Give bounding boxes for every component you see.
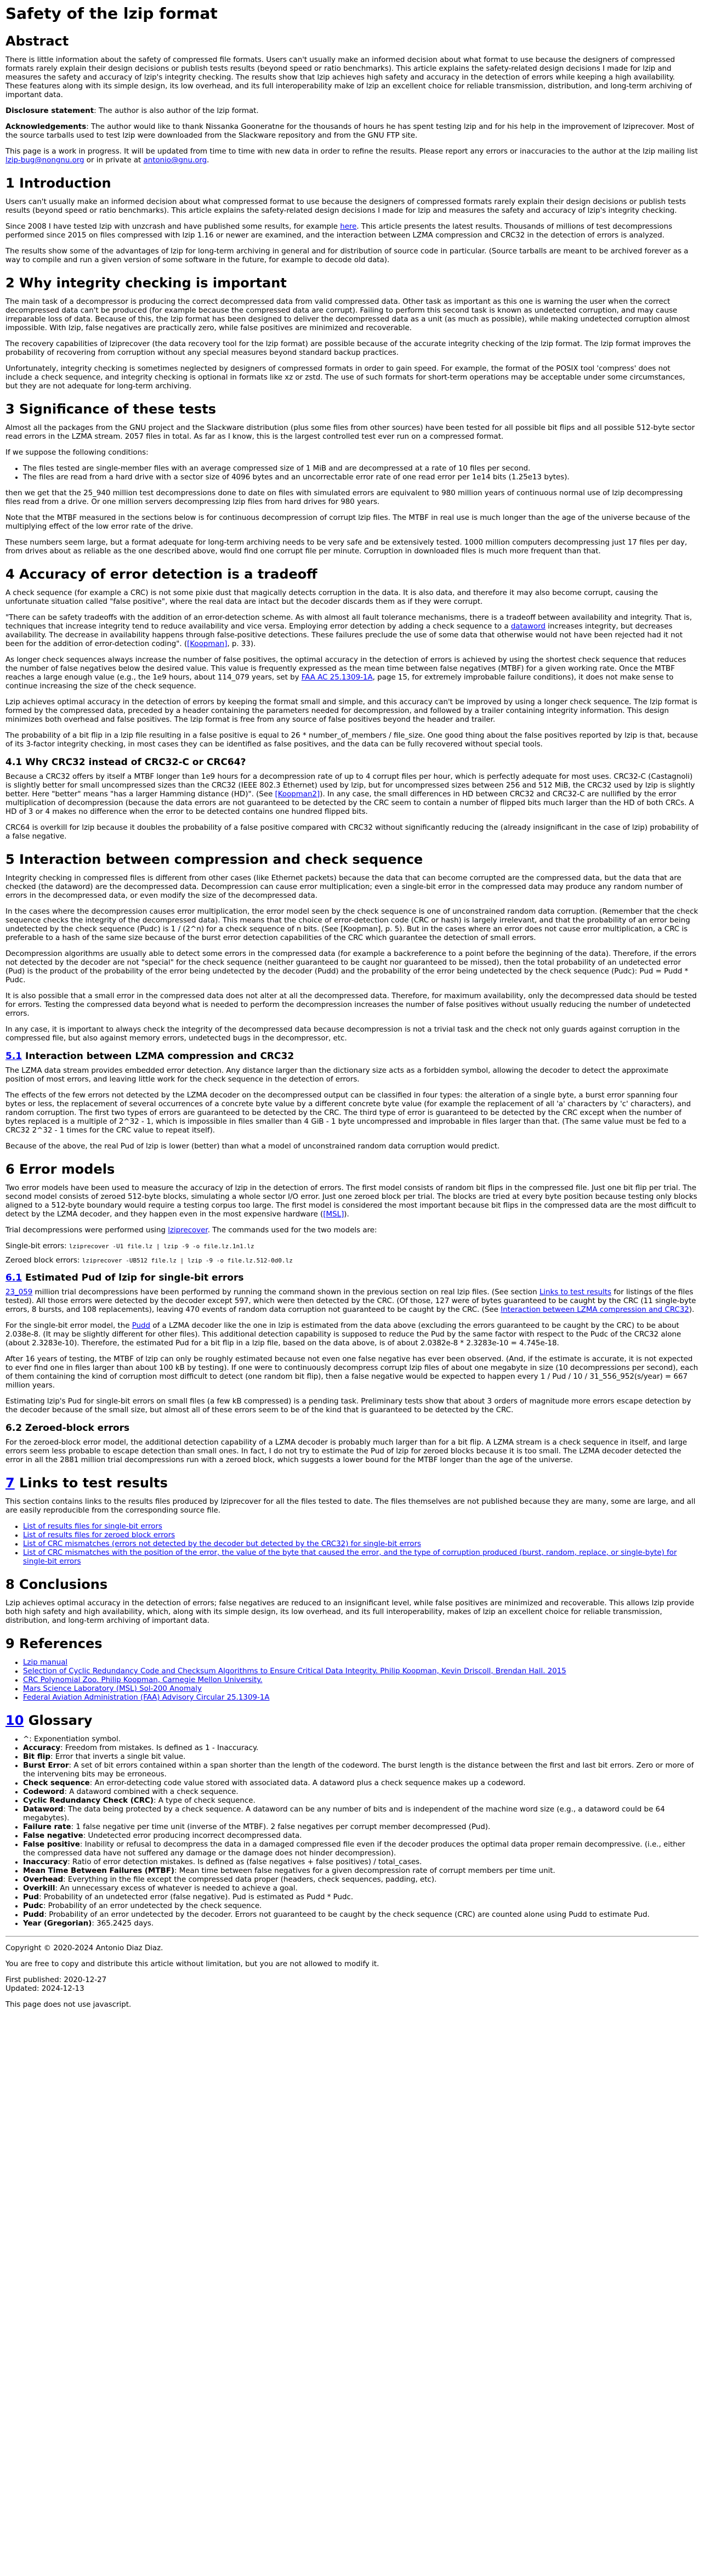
koopman2-link[interactable]: [Koopman2] [275, 790, 320, 799]
glossary-item [23, 1893, 699, 1902]
list-item [23, 1531, 699, 1540]
glossary-definition: : Probability of an error undetected by the check sequence. [43, 1902, 262, 1910]
ack-text: : The author would like to thank Nissanka Gooneratne for the thousands of hours he has spent testing lzip and for his help in the improvement of lziprecover. Most of the source tarballs used to test lzip were downloaded from the Slackware repository and from the GNU FTP site. [5, 123, 694, 140]
reference-link[interactable]: Mars Science Laboratory (MSL) Sol-200 Anomaly [23, 1685, 202, 1693]
list-item [23, 1522, 699, 1531]
glossary-item [23, 1884, 699, 1893]
glossary-definition: ^: Exponentiation symbol. [23, 1735, 121, 1743]
abstract-paragraph: There is little information about the safety of compressed file formats. Users can't usually make an informed decision about what format to use because the designers of compressed formats rarely explain their design decisions or publish tests results (beyond speed or ratio benchmarks). This article explains the safety-related design decisions I made for lzip and measures the safety and accuracy of lzip's integrity checking. The results show that lzip achieves high safety and accuracy in the detection of errors while keeping a high availability. These features along with its simple design, its low overhead, and its full interoperability make of lzip an excellent choice for reliable transmission, distribution, and long-term archiving of important data. [5, 56, 692, 99]
disclosure-text: : The author is also author of the lzip format. [94, 107, 259, 115]
section-5-1-title: Interaction between LZMA compression and CRC32 [22, 1051, 294, 1062]
accuracy-paragraph-1: A check sequence (for example a CRC) is not some pixie dust that magically detects corruption in the data. It is also data, and therefore it may also become corrupt, causing the unfortunate situation called "false positive", where the real data are intact but the decoder discards them as if they were corrupt. [5, 589, 658, 606]
list-item [23, 1676, 699, 1685]
glossary-term: Bit flip [23, 1753, 50, 1761]
lziprecover-link[interactable]: lziprecover [168, 1226, 208, 1235]
section-6-1-title: Estimated Pud of lzip for single-bit errors [22, 1272, 244, 1283]
zeroed-paragraph: For the zeroed-block error model, the additional detection capability of a LZMA decoder is probably much larger than for a bit flip. A LZMA stream is a check sequence in itself, and large errors seem less probable to escape detection than small ones. In fact, I do not try to estimate the Pud of lzip for zeroed blocks because it is too small. The LZMA decoder detected the error in all the 2881 million trial decompressions run with a zeroed block, which suggests a lower bound for the MTBF longer than the age of the universe. [5, 1439, 688, 1464]
interaction-paragraph-4: It is also possible that a small error in the compressed data does not alter at all the decompressed data. Therefore, for maximum availability, only the decompressed data should be tested for errors. Testing the compressed data beyond what is needed to perform the decompression increases the number of false positives without usually reducing the number of undetected errors. [5, 992, 697, 1018]
pudd-text-end: of a LZMA decoder like the one in lzip is estimated from the data above (excluding the errors guaranteed to be caught by the CRC) to be about 2.038e-8. (It may be slightly different for other files). This additional detection capability is supposed to reduce the Pud by the same factor with respect to the Pudc of the CRC32 alone (about 2.3283e-10). Therefore, the estimated Pud for a bit flip in a lzip file, based on the data above, is of about 2.0382e-8 * 2.3283e-10 = 4.745e-18. [5, 1322, 682, 1348]
glossary-definition: : The data being protected by a check sequence. A dataword can be any number of bits and is independent of the machine word size (e.g., a dataword could be 64 megabytes). [23, 1805, 665, 1822]
crc-text: Because a CRC32 offers by itself a MTBF longer than 1e9 hours for a decompression rate of up to 4 corrupt files per hour, which is perfectly adequate for most uses. CRC32-C (Castagnoli) is slightly better for small uncompressed sizes than the CRC32 (IEEE 802.3 Ethernet) used by lzip, but for uncompressed sizes between 256 and 512 MiB, the CRC32 used by lzip is slightly better. Here "better" means "has a larger Hamming distance (HD)". (See [5, 773, 695, 799]
models-paragraph-2 [5, 1226, 699, 1235]
links-to-results-link[interactable]: Links to test results [539, 1288, 612, 1297]
glossary-item [23, 1744, 699, 1753]
accuracy-paragraph-5: The probability of a bit flip in a lzip file resulting in a false positive is equal to 26 * number_of_members / file_size. One good thing about the false positives reported by lzip is that, because of its 3-factor integrity checking, in most cases they can be identified as false positives, and the data can be fully recovered without special tools. [5, 732, 698, 749]
links-paragraph: This section contains links to the results files produced by lziprecover for all the files tested to date. The files themselves are not published because they are many, some are large, and all are easily reproducible from the corresponding source file. [5, 1498, 696, 1515]
section-7-title: Links to test results [14, 1475, 168, 1491]
copyright: Copyright © 2020-2024 Antonio Diaz Diaz. [5, 1944, 163, 1952]
list-item [23, 1667, 699, 1676]
glossary-term: Accuracy [23, 1744, 61, 1752]
heading-abstract: Abstract [5, 33, 69, 49]
references-list [5, 1658, 699, 1702]
license: You are free to copy and distribute this article without limitation, but you are not allowed to modify it. [5, 1960, 379, 1968]
msl-link[interactable]: [MSL] [323, 1210, 344, 1219]
heading-introduction: 1 Introduction [5, 175, 111, 191]
accuracy-paragraph-4: Lzip achieves optimal accuracy in the detection of errors by keeping the format small and simple, and this accuracy can't be improved by using a longer check sequence. The lzip format is formed by the compressed data, preceded by a header containing the parameters needed for decompression, and followed by a trailer containing integrity information. This design minimizes both overhead and false positives. The lzip format is free from any source of false positives beyond the header and trailer. [5, 698, 697, 724]
pudd-link[interactable]: Pudd [132, 1322, 151, 1330]
glossary-item [23, 1788, 699, 1797]
intro-text-end: . This article presents the latest results. Thousands of millions of test decompressions performed since 2015 on files compressed with lzip 1.16 or newer are examined, and the interaction between LZMA compression and CRC32 in the detection of errors is analyzed. [5, 223, 672, 240]
glossary-term: Mean Time Between Failures (MTBF) [23, 1867, 174, 1875]
conditions-list [5, 465, 699, 482]
command-code: lziprecover -UB512 file.lz | lzip -9 -o file.lz.512-0d0.lz [82, 1257, 293, 1264]
dataword-link[interactable]: dataword [510, 622, 546, 631]
quote-text-mid: increases integrity, but decreases availability. The decrease in availability happens through false-positive detections. These failures preclude the use of some data that otherwise would not have been rejected had it not been for the addition of error-detection coding". ( [5, 622, 683, 648]
intro-paragraph-2 [5, 223, 699, 240]
glossary-term: Check sequence [23, 1779, 90, 1787]
list-item [23, 1694, 699, 1702]
disclosure-label: Disclosure statement [5, 107, 94, 115]
koopman-link[interactable]: [Koopman] [187, 640, 228, 648]
results-link[interactable]: List of results files for zeroed block errors [23, 1531, 175, 1539]
glossary-definition: : An error-detecting code value stored with associated data. A dataword plus a check sequence makes up a codeword. [89, 1779, 526, 1787]
glossary-item [23, 1841, 699, 1858]
glossary-definition: : Mean time between false negatives for a given decompression rate of corrupt members per time unit. [174, 1867, 555, 1875]
disclosure-paragraph [5, 107, 699, 116]
glossary-definition: : A dataword combined with a check sequence. [64, 1788, 239, 1796]
trial-text-end: . The commands used for the two models are: [207, 1226, 377, 1235]
glossary-definition: : Ratio of error detection mistakes. Is defined as (false negatives + false positives) / total_cases. [67, 1858, 422, 1866]
update-text-end: . [207, 156, 209, 165]
glossary-term: Pudd [23, 1911, 44, 1919]
glossary-definition: : An unnecessary excess of whatever is needed to achieve a goal. [55, 1884, 298, 1893]
models-text-end: ). [344, 1210, 349, 1219]
glossary-item [23, 1832, 699, 1841]
section-6-1-link[interactable]: 6.1 [5, 1272, 22, 1283]
pud-text: million trial decompressions have been performed by running the command shown in the previous section on real lzip files. (See section [32, 1288, 540, 1297]
heading-conclusions: 8 Conclusions [5, 1577, 108, 1592]
interaction-paragraph-2: In the cases where the decompression causes error multiplication, the error model seen by the check sequence is one of unconstrained random data corruption. (Remember that the check sequence checks the integrity of the decompressed data). This means that the choice of error-detection code (CRC or hash) is largely irrelevant, and that the probability of an error being undetected by the check sequence (Pudc) is 1 / (2^n) for a check sequence of n bits. (See [Koopman], p. 5). But in the cases where an error does not cause error multiplication, a CRC is preferable to a hash of the same size because of the burst error detection capabilities of the CRC which guarantee the detection of small errors. [5, 908, 699, 942]
no-javascript-note: This page does not use javascript. [5, 2001, 132, 2009]
glossary-term: Pud [23, 1893, 39, 1901]
glossary-definition: : Probability of an undetected error (false negative). Pud is estimated as Pudd * Pudc. [38, 1893, 354, 1901]
acknowledgements-paragraph [5, 123, 699, 140]
glossary-term: Codeword [23, 1788, 65, 1796]
glossary-definition: : Error that inverts a single bit value. [50, 1753, 186, 1761]
update-text-mid: or in private at [84, 156, 144, 165]
models-paragraph-1 [5, 1184, 699, 1219]
glossary-term: Pudc [23, 1902, 43, 1910]
list-item [23, 1549, 699, 1566]
glossary-definition: : Undetected error producing incorrect decompressed data. [83, 1832, 302, 1840]
glossary-item [23, 1762, 699, 1779]
heading-accuracy: 4 Accuracy of error detection is a tradeoff [5, 567, 317, 582]
heading-why-crc32: 4.1 Why CRC32 instead of CRC32-C or CRC64? [5, 757, 246, 768]
lzma-paragraph-2: The effects of the few errors not detected by the LZMA decoder on the decompressed output can be classified in four types: the alteration of a single byte, a burst error spanning four bytes or less, the replacement of several occurrences of a concrete byte value by a different concrete byte value (for example the replacement of all 'a' characters by 'c' characters), and random corruption. The first two types of errors are guaranteed to be detected by the CRC. The third type of error is guaranteed to be detected by the CRC except when the number of bytes replaced is a multiple of 2^32 - 1, which is impossible in files smaller than 4 GiB - 1 byte uncompressed and improbable in files larger than that. (The same value must be fed to a CRC32 2^32 - 1 times for the CRC value to repeat itself). [5, 1091, 691, 1135]
significance-paragraph-2: If we suppose the following conditions: [5, 449, 149, 457]
command-code: lziprecover -U1 file.lz | lzip -9 -o file.lz.1n1.lz [69, 1243, 254, 1250]
results-link[interactable]: List of CRC mismatches (errors not detected by the decoder but detected by the CRC32) for single-bit errors [23, 1540, 421, 1548]
footer-divider [5, 1936, 699, 1937]
glossary-definition: : Everything in the file except the compressed data proper (headers, check sequences, padding, etc). [63, 1876, 437, 1884]
glossary-term: Cyclic Redundancy Check (CRC) [23, 1797, 154, 1805]
heading-lzma-crc32 [5, 1050, 699, 1062]
glossary-term: Burst Error [23, 1762, 69, 1770]
accuracy-paragraph-3 [5, 656, 699, 691]
glossary-definition: : 1 false negative per time unit (inverse of the MTBF). 2 false negatives per corrupt member decompressed (Pud). [71, 1823, 491, 1831]
reference-link[interactable]: CRC Polynomial Zoo. Philip Koopman, Carnegie Mellon University. [23, 1676, 263, 1684]
results-link[interactable]: List of results files for single-bit errors [23, 1522, 162, 1531]
glossary-definition: : Inability or refusal to decompress the data in a damaged compressed file even if the decoder produces the optimal data proper remain decompressive. (i.e., either the compressed data have not suffered any damage or the damage does not hinder decompression). [23, 1841, 685, 1858]
heading-links-results [5, 1475, 699, 1491]
integrity-paragraph-1: The main task of a decompressor is producing the correct decompressed data from valid compressed data. Other task as important as this one is warning the user when the correct decompressed data can't be produced (for example because the compressed data are corrupt). Failing to perform this second task is known as undetected corruption, and may cause irreparable loss of data. Because of this, the lzip format has been designed to deliver the decompressed data as a unit (as much as possible), while making undetected corruption almost impossible. With lzip, false negatives are practically zero, while false positives are minimized and recoverable. [5, 298, 690, 332]
first-published: First published: 2020-12-27 [5, 1976, 107, 1984]
list-item [23, 1540, 699, 1549]
heading-error-models: 6 Error models [5, 1162, 115, 1177]
ack-label: Acknowledgements [5, 123, 87, 131]
glossary-term: Overkill [23, 1884, 55, 1893]
command-single-bit [5, 1242, 699, 1251]
section-7-link[interactable]: 7 [5, 1475, 15, 1491]
here-link[interactable]: here [340, 223, 357, 231]
list-item: • The files tested are single-member files with an average compressed size of 1 MiB and are decompressed at a rate of 10 files per second. [23, 465, 699, 473]
intro-paragraph-3: The results show some of the advantages of lzip for long-term archiving in general and for distribution of source code in particular. (Source tarballs are meant to be archived forever as a way to compile and run a given version of some software in the future, for example to decode old data). [5, 247, 689, 264]
list-item [23, 1658, 699, 1667]
interaction-section-link[interactable]: Interaction between LZMA compression and CRC32 [501, 1306, 689, 1314]
intro-paragraph-1: Users can't usually make an informed decision about what compressed format to use because the designers of compressed formats rarely explain their design decisions or publish tests results (beyond speed or ratio benchmarks). This article explains the safety-related design decisions I made for lzip and measures the safety and accuracy of lzip's integrity checking. [5, 198, 686, 215]
glossary-term: Inaccuracy [23, 1858, 68, 1866]
models-text: Two error models have been used to measure the accuracy of lzip in the detection of errors. The first model consists of random bit flips in the compressed file. Just one bit flip per trial. The second model consists of zeroed 512-byte blocks, simulating a whole sector I/O error. Just one zeroed block per trial. The blocks are tried at every byte position because testing only blocks aligned to a 512-byte boundary would require a testing corpus too large. The first model is considered the most important because bit flips in the compressed data are the most difficult to detect by the LZMA decoder, and they happen even in the most expensive hardware ( [5, 1184, 697, 1219]
intro-text: Since 2008 I have tested lzip with unzcrash and have published some results, for example [5, 223, 340, 231]
glossary-item [23, 1858, 699, 1867]
heading-pud-single-bit [5, 1272, 699, 1284]
glossary-item [23, 1920, 699, 1928]
reference-link[interactable]: Federal Aviation Administration (FAA) Advisory Circular 25.1309-1A [23, 1694, 270, 1702]
quote-text-end: , p. 33). [227, 640, 256, 648]
command-zeroed-block [5, 1256, 699, 1265]
reference-link[interactable]: Lzip manual [23, 1658, 68, 1667]
quote-text: "There can be safety tradeoffs with the addition of an error-detection scheme. As with almost all fault tolerance mechanisms, there is a tradeoff between availability and integrity. That is, techniques that increase integrity tend to reduce availability and vice versa. Employing error detection by adding a check sequence to a [5, 614, 692, 631]
interaction-paragraph-1: Integrity checking in compressed files is different from other cases (like Ethernet packets) because the data that can become corrupted are the compressed data, but the data that are checked (the dataword) are the decompressed data. Decompression can cause error multiplication; even a single-bit error in the compressed data may produce any random number of errors in the decompressed data, or even modify the size of the decompressed data. [5, 874, 683, 900]
significance-paragraph-1: Almost all the packages from the GNU project and the Slackware distribution (plus some files from other sources) have been tested for all possible bit flips and all possible 512-byte sector read errors in the LZMA stream. 2057 files in total. As far as I know, this is the largest controlled test ever run on a compressed format. [5, 424, 695, 441]
heading-references: 9 References [5, 1636, 103, 1651]
integrity-paragraph-3: Unfortunately, integrity checking is sometimes neglected by designers of compressed formats in order to gain speed. For example, the format of the POSIX tool 'compress' does not include a check sequence, and integrity checking is optional in formats like xz or zstd. The use of such formats for short-term operations may be acceptable under some circumstances, but they are not adequate for long-term archiving. [5, 365, 685, 390]
glossary-term: False positive [23, 1841, 80, 1849]
glossary-item [23, 1805, 699, 1823]
glossary-item [23, 1753, 699, 1762]
glossary-definition: : Probability of an error undetected by the decoder. Errors not guaranteed to be caught by the check sequence (CRC) are counted alone using Pudd to estimate Pud. [44, 1911, 650, 1919]
heading-zeroed-block: 6.2 Zeroed-block errors [5, 1423, 130, 1434]
list-item [23, 1685, 699, 1694]
heading-significance: 3 Significance of these tests [5, 401, 217, 417]
faa-link[interactable]: FAA AC 25.1309-1A [301, 673, 373, 682]
heading-why-integrity: 2 Why integrity checking is important [5, 275, 287, 291]
glossary-item [23, 1876, 699, 1884]
glossary-term: False negative [23, 1832, 83, 1840]
pud-text-end: ). [689, 1306, 695, 1314]
section-10-title: Glossary [24, 1713, 93, 1728]
integrity-paragraph-2: The recovery capabilities of lziprecover (the data recovery tool for the lzip format) are possible because of the accurate integrity checking of the lzip format. The lzip format improves the probability of recovering from corruption without any special measures beyond standard backup practices. [5, 340, 691, 357]
significance-paragraph-5: These numbers seem large, but a format adequate for long-term archiving needs to be very safe and be extensively tested. 1000 million computers decompressing just 17 files per day, from drives about as reliable as the one described above, would find one corrupt file per minute. Corruption in downloaded files is much more frequent than that. [5, 539, 688, 556]
update-text: This page is a work in progress. It will be updated from time to time with new data in order to refine the results. Please report any errors or inaccuracies to the author at the lzip mailing list [5, 148, 698, 156]
glossary-definition: : A type of check sequence. [153, 1797, 256, 1805]
heading-glossary [5, 1712, 699, 1729]
interaction-paragraph-3: Decompression algorithms are usually able to detect some errors in the compressed data (for example a backreference to a point before the beginning of the data). Therefore, if the errors not detected by the decoder are not "special" for the check sequence (neither guaranteed to be caught nor guaranteed to be missed), then the total probability of an undetected error (Pud) is the product of the probability of the error being undetected by the decoder (Pudd) and the probability of the error being undetected by the check sequence (Pudc): Pud = Pudd * Pudc. [5, 950, 697, 984]
crc32-paragraph-1 [5, 773, 699, 817]
glossary-definition: : A set of bit errors contained within a span shorter than the length of the codeword. The burst length is the distance between the first and last bit errors. Zero or more of the intervening bits may be erroneous. [23, 1762, 694, 1779]
mailing-list-link[interactable]: lzip-bug@nongnu.org [5, 156, 84, 165]
page-title: Safety of the lzip format [5, 4, 218, 22]
pud-paragraph-4: Estimating lzip's Pud for single-bit errors on small files (a few kB compressed) is a pending task. Preliminary tests show that about 3 orders of magnitude more errors escape detection by the decoder because of the small size, but almost all of these errors seem to be of the kind that is guaranteed to be detected by the CRC. [5, 1397, 691, 1414]
author-email-link[interactable]: antonio@gnu.org [143, 156, 207, 165]
glossary-term: Dataword [23, 1805, 64, 1814]
results-links-list [5, 1522, 699, 1566]
glossary-item [23, 1797, 699, 1805]
significance-paragraph-4: Note that the MTBF measured in the sections below is for continuous decompression of corrupt lzip files. The MTBF in real use is much longer than the age of the universe because of the multiplying effect of the low error rate of the drive. [5, 514, 690, 531]
results-link[interactable]: List of CRC mismatches with the position of the error, the value of the byte that caused the error, and the type of corruption produced (burst, random, replace, or single-byte) for single-bit errors [23, 1549, 677, 1566]
lzma-paragraph-3: Because of the above, the real Pud of lzip is lower (better) than what a model of unconstrained random data corruption would predict. [5, 1142, 500, 1151]
pudd-text: For the single-bit error model, the [5, 1322, 132, 1330]
command-label: Zeroed block errors: [5, 1256, 82, 1265]
accuracy-paragraph-2 [5, 614, 699, 649]
pud-paragraph-2 [5, 1322, 699, 1348]
reference-link[interactable]: Selection of Cyclic Redundancy Code and Checksum Algorithms to Ensure Critical Data Integrity. Philip Koopman, Kevin Driscoll, Brendan Hall. 2015 [23, 1667, 566, 1675]
pud-text-mid: for listings of the files tested). All those errors were detected by the decoder except 597, which were then detected by the CRC. (Of those, 127 were of bytes guaranteed to be caught by the CRC (11 single-byte errors, 8 bursts, and 108 replacements), leaving 470 events of random data corruption not guaranteed to be caught by the CRC. (See [5, 1288, 696, 1314]
glossary-list [5, 1735, 699, 1928]
interaction-paragraph-5: In any case, it is important to always check the integrity of the decompressed data because decompression is not a trivial task and the check not only guards against corruption in the compressed file, but also against memory errors, undetected bugs in the decompressor, etc. [5, 1026, 680, 1043]
glossary-item [23, 1779, 699, 1788]
conclusions-paragraph: Lzip achieves optimal accuracy in the detection of errors; false negatives are reduced to an insignificant level, while false positives are minimized and recoverable. This allows lzip provide both high safety and high availability, which, along with its simple design, its low overhead, and its full interoperability, makes of lzip an excellent choice for reliable transmission, distribution, and long-term archiving of important data. [5, 1599, 695, 1625]
trial-text: Trial decompressions were performed using [5, 1226, 168, 1235]
updated-date: Updated: 2024-12-13 [5, 1985, 84, 1993]
glossary-term: Overhead [23, 1876, 64, 1884]
section-5-1-link[interactable]: 5.1 [5, 1051, 22, 1062]
pud-paragraph-1 [5, 1288, 699, 1315]
pud-paragraph-3: After 16 years of testing, the MTBF of lzip can only be roughly estimated because not even one false negative has ever been observed. (And, if the estimate is accurate, it is not expected to ever find one in files larger than about 100 kB by testing). If one were to continuously decompress corrupt lzip files of about one megabyte in size (10 decompressions per second), each of them containing the kind of corruption most difficult to detect (one random bit flip), then a false negative would be expected to happen every 1 / Pud / 10 / 31_556_952(s/year) = 667 million years. [5, 1355, 699, 1390]
list-item: • The files are read from a hard drive with a sector size of 4096 bytes and an uncorrectable error rate of one read error per 1e14 bits (1.25e13 bytes). [23, 473, 699, 482]
heading-interaction: 5 Interaction between compression and check sequence [5, 852, 423, 867]
glossary-item [23, 1911, 699, 1920]
glossary-definition: : Freedom from mistakes. Is defined as 1 - Inaccuracy. [60, 1744, 259, 1752]
glossary-definition: : 365.2425 days. [92, 1920, 154, 1928]
crc32-paragraph-2: CRC64 is overkill for lzip because it doubles the probability of a false positive compared with CRC32 without significantly reducing the (already insignificant in the case of lzip) probability of a false negative. [5, 824, 699, 841]
glossary-item [23, 1735, 699, 1744]
command-label: Single-bit errors: [5, 1242, 69, 1250]
glossary-item [23, 1902, 699, 1911]
glossary-term: Year (Gregorian) [23, 1920, 92, 1928]
glossary-term: Failure rate [23, 1823, 71, 1831]
lzma-paragraph-1: The LZMA data stream provides embedded error detection. Any distance larger than the dictionary size acts as a forbidden symbol, allowing the decoder to detect the approximate position of most errors, and leaving little work for the check sequence in the detection of errors. [5, 1067, 668, 1084]
accuracy-text: As longer check sequences always increase the number of false positives, the optimal accuracy in the detection of errors is achieved by using the shortest check sequence that reduces the number of false negatives below the desired value. This value is frequently expressed as the mean time between false negatives (MTBF) for a given working rate. Once the MTBF reaches a large enough value (e.g., the 1e9 hours, about 114_079 years, set by [5, 656, 686, 682]
glossary-item [23, 1867, 699, 1876]
trials-count-link[interactable]: 23_059 [5, 1288, 33, 1297]
significance-paragraph-3: then we get that the 25_940 million test decompressions done to date on files with simulated errors are equivalent to 980 million years of continuous normal use of lzip decompressing files read from a drive. Or one million servers decompressing lzip files from hard drives for 980 years. [5, 489, 683, 506]
update-paragraph [5, 148, 699, 165]
crc-text-end: ). In any case, the small differences in HD between CRC32 and CRC32-C are nullified by the error multiplication of decompression (because the data errors are not guaranteed to be detected by the CRC seem to contain a number of flipped bits much larger than the HD of both CRCs. A HD of 3 or 4 makes no difference when the error to be detected contains one hundred flipped bits. [5, 790, 694, 816]
section-10-link[interactable]: 10 [5, 1713, 24, 1728]
accuracy-text-end: , page 15, for extremely improbable failure conditions), it does not make sense to continue increasing the size of the check sequence. [5, 673, 674, 690]
glossary-item [23, 1823, 699, 1832]
